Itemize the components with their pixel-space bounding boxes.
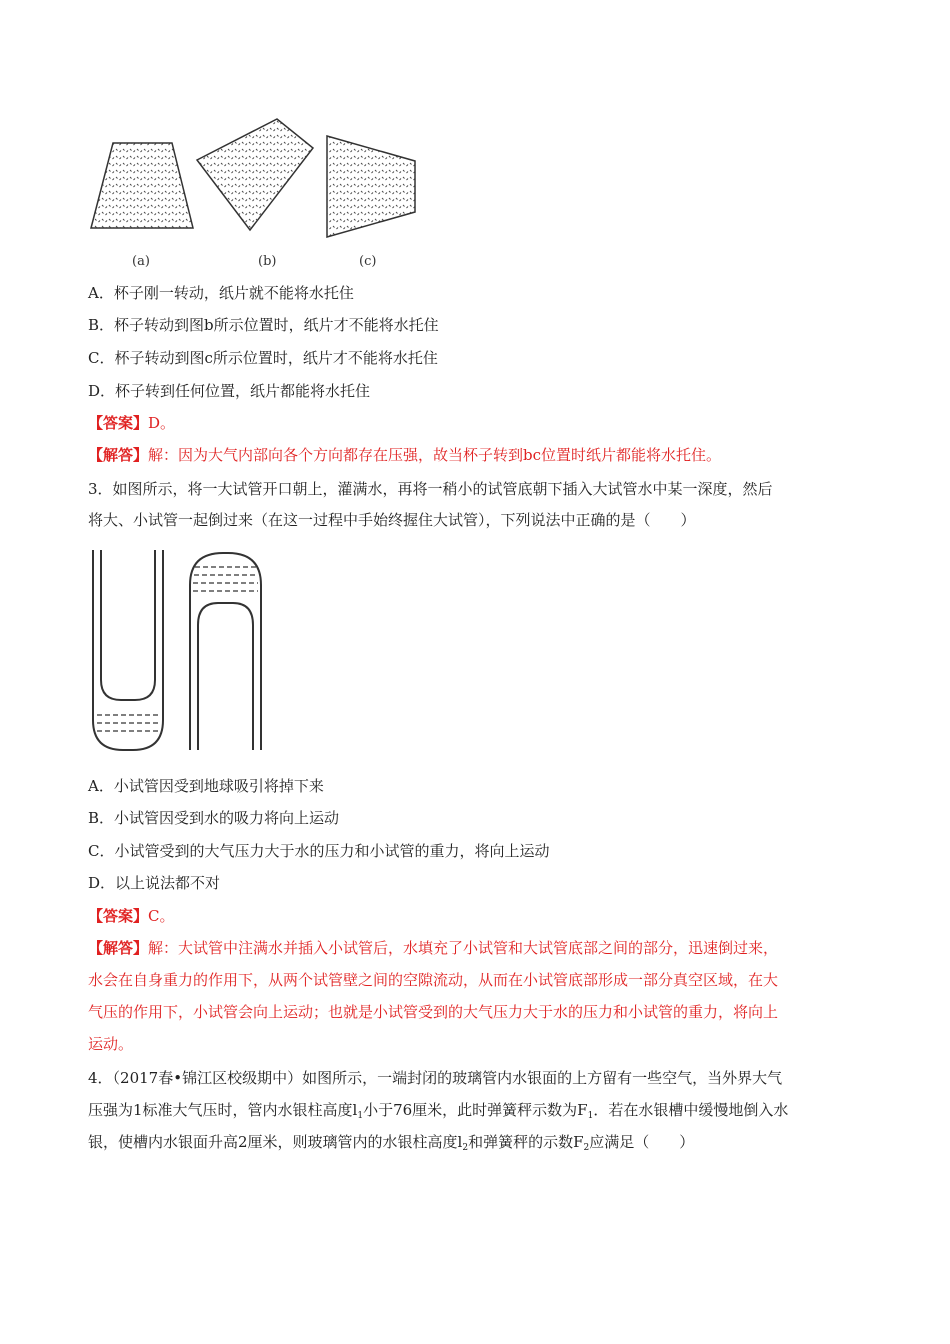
answer-tag: 【答案】 bbox=[88, 414, 149, 432]
q3-analysis-line-3: 气压的作用下，小试管会向上运动；也就是小试管受到的大气压力大于水的压力和小试管的重力，将向上 bbox=[88, 1003, 779, 1021]
water-dashes-bottom bbox=[97, 715, 159, 731]
q3-option-a: A．小试管因受到地球吸引将掉下来 bbox=[88, 777, 324, 795]
q4-text: 银，使槽内水银面升高2厘米，则玻璃管内的水银柱高度l bbox=[88, 1133, 463, 1151]
q2-answer bbox=[88, 413, 175, 433]
q3-analysis-line-4: 运动。 bbox=[88, 1035, 134, 1053]
subscript: 2 bbox=[583, 1143, 590, 1153]
water-dashes-top bbox=[193, 567, 258, 591]
q4-stem-line-2 bbox=[88, 1100, 788, 1120]
q3-stem-line-2: 将大、小试管一起倒过来（在这一过程中手始终握住大试管），下列说法中正确的是（ ） bbox=[88, 511, 696, 529]
q2-option-d: D．杯子转到任何位置，纸片都能将水托住 bbox=[88, 382, 371, 400]
q2-option-c: C．杯子转动到图c所示位置时，纸片才不能将水托住 bbox=[88, 349, 438, 367]
q3-stem-line-1: 3．如图所示，将一大试管开口朝上，灌满水，再将一稍小的试管底朝下插入大试管水中某一深度，然后 bbox=[88, 480, 773, 498]
test-tube-figure bbox=[85, 545, 275, 755]
analysis-tag: 【解答】 bbox=[88, 939, 149, 957]
answer-value: D。 bbox=[148, 414, 176, 432]
q2-option-a: A．杯子刚一转动，纸片就不能将水托住 bbox=[88, 284, 354, 302]
caption-c: (c) bbox=[359, 254, 377, 269]
q3-option-c: C．小试管受到的大气压力大于水的压力和小试管的重力，将向上运动 bbox=[88, 842, 550, 860]
answer-value: C。 bbox=[148, 907, 175, 925]
q3-answer bbox=[88, 906, 175, 926]
answer-tag: 【答案】 bbox=[88, 907, 149, 925]
q4-text: 和弹簧秤的示数F bbox=[468, 1133, 584, 1151]
q4-stem-line-3 bbox=[88, 1132, 694, 1152]
tube-upright bbox=[93, 550, 163, 750]
subscript: 2 bbox=[462, 1143, 469, 1153]
analysis-text: 解：因为大气内部向各个方向都存在压强，故当杯子转到bc位置时纸片都能将水托住。 bbox=[148, 446, 722, 464]
q4-text: 应满足（ ） bbox=[589, 1133, 695, 1151]
cup-shapes-figure bbox=[80, 105, 440, 275]
q3-option-b: B．小试管因受到水的吸力将向上运动 bbox=[88, 809, 340, 827]
q4-stem-line-1: 4．（2017春•锦江区校级期中）如图所示，一端封闭的玻璃管内水银面的上方留有一些空气，当外界大气 bbox=[88, 1069, 783, 1087]
analysis-text: 解：大试管中注满水并插入小试管后，水填充了小试管和大试管底部之间的部分，迅速倒过来， bbox=[148, 939, 779, 957]
q4-text: 小于76厘米，此时弹簧秤示数为F bbox=[363, 1101, 588, 1119]
analysis-tag: 【解答】 bbox=[88, 446, 149, 464]
caption-a: (a) bbox=[132, 254, 150, 269]
shape-a bbox=[91, 143, 193, 228]
shape-c bbox=[327, 136, 415, 237]
q4-text: 压强为1标准大气压时，管内水银柱高度l bbox=[88, 1101, 358, 1119]
subscript: 1 bbox=[587, 1111, 594, 1121]
caption-b: (b) bbox=[258, 254, 277, 269]
subscript: 1 bbox=[357, 1111, 364, 1121]
q3-analysis-line-2: 水会在自身重力的作用下，从两个试管壁之间的空隙流动，从而在小试管底部形成一部分真空区域，在大 bbox=[88, 971, 779, 989]
q4-text: ．若在水银槽中缓慢地倒入水 bbox=[593, 1101, 789, 1119]
q3-analysis-line-1 bbox=[88, 938, 778, 958]
q3-option-d: D．以上说法都不对 bbox=[88, 874, 221, 892]
q2-analysis bbox=[88, 445, 721, 465]
q2-option-b: B．杯子转动到图b所示位置时，纸片才不能将水托住 bbox=[88, 316, 439, 334]
shape-b bbox=[197, 119, 313, 230]
